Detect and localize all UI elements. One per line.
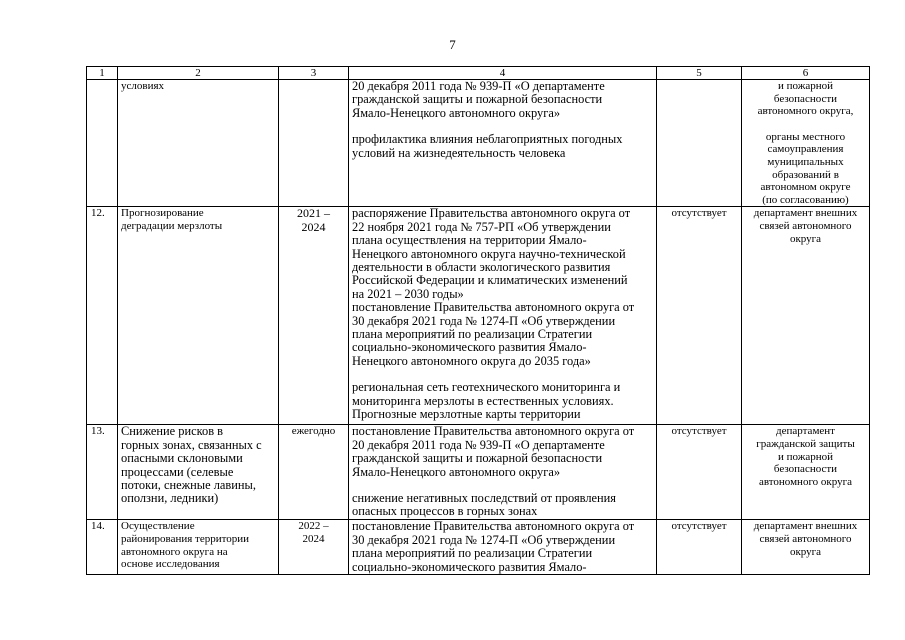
measure-name [118,207,279,425]
basis-document-text: постановление Правительства автономного округа от 20 декабря 2011 года № 939-П «О департаменте гражданской защиты и пожарной безопасности Ямало-Ненецкого автономного округа» [352,424,635,479]
row-number: 13. [87,425,118,520]
table-row [87,80,870,207]
expected-result-text: региональная сеть геотехнического мониторинга и мониторинга мерзлоты в естественных условиях. Прогнозные мерзлотные карты территории [352,380,621,422]
term [279,425,349,520]
term [279,520,349,575]
measure-name [118,80,279,207]
measures-table [86,66,870,575]
measure-name-text: условиях [121,80,165,92]
funding: отсутствует [657,207,742,425]
executor-text: и пожарной безопасности автономного округа, [757,80,854,118]
funding [657,80,742,207]
expected-result-text: профилактика влияния неблагоприятных погодных условий на жизнедеятельность человека [352,132,623,160]
term-text: 2021 – 2024 [297,206,330,234]
co-executor-text: органы местного самоуправления муниципальных образований в автономном округе (по согласованию) [760,130,851,206]
measure-name [118,425,279,520]
executor-text: департамент гражданской защиты и пожарной безопасности автономного округа [756,425,855,488]
term [279,80,349,207]
table-row [87,425,870,520]
basis-result [349,80,657,207]
measure-name [118,520,279,575]
term-text: 2022 – 2024 [298,520,329,545]
column-basis-header: 4 [349,67,657,80]
executor [742,425,870,520]
executor-text: департамент внешних связей автономного округа [753,207,858,245]
measure-name-text: Снижение рисков в горных зонах, связанных с опасными склоновыми процессами (селевые потоки, снежные лавины, оползни, ледники) [121,424,262,506]
executor [742,207,870,425]
row-number [87,80,118,207]
table-row [87,207,870,425]
measure-name-text: Прогнозирование деградации мерзлоты [121,207,223,232]
row-number: 14. [87,520,118,575]
column-name-header: 2 [118,67,279,80]
basis-result [349,207,657,425]
column-number-header: 1 [87,67,118,80]
executor [742,520,870,575]
basis-result [349,520,657,575]
executor-text: департамент внешних связей автономного округа [753,520,858,558]
column-funding-header: 5 [657,67,742,80]
column-executor-header: 6 [742,67,870,80]
basis-result [349,425,657,520]
term [279,207,349,425]
table-header-row [87,67,870,80]
executor [742,80,870,207]
basis-document-text: постановление Правительства автономного округа от 30 декабря 2021 года № 1274-П «Об утверждении плана мероприятий по реализации Стратегии социально-экономического развития Ямало- [352,519,635,574]
row-number: 12. [87,207,118,425]
expected-result-text: снижение негативных последствий от проявления опасных процессов в горных зонах [352,490,616,519]
funding: отсутствует [657,520,742,575]
funding: отсутствует [657,425,742,520]
measure-name-text: Осуществление районирования территории автономного округа на основе исследования [121,520,250,571]
basis-document-text: 20 декабря 2011 года № 939-П «О департаменте гражданской защиты и пожарной безопасности Ямало-Ненецкого автономного округа» [352,79,605,120]
term-text: ежегодно [291,425,336,438]
basis-document-text: распоряжение Правительства автономного округа от 22 ноября 2021 года № 757-РП «Об утверждении плана осуществления на территории Ямало- Ненецкого автономного округа научно-технической деятельности в области экологического развития Российской Федерации и климатических изменений на 2021 – 2030 годы» постановление Правительства автономного округа от 30 декабря 2021 года № 1274-П «Об утверждении плана мероприятий по реализации Стратегии социально-экономического развития Ямало- Ненецкого автономного округа до 2035 года» [352,206,635,368]
table-row [87,520,870,575]
column-term-header: 3 [279,67,349,80]
page-number: 7 [449,37,456,52]
